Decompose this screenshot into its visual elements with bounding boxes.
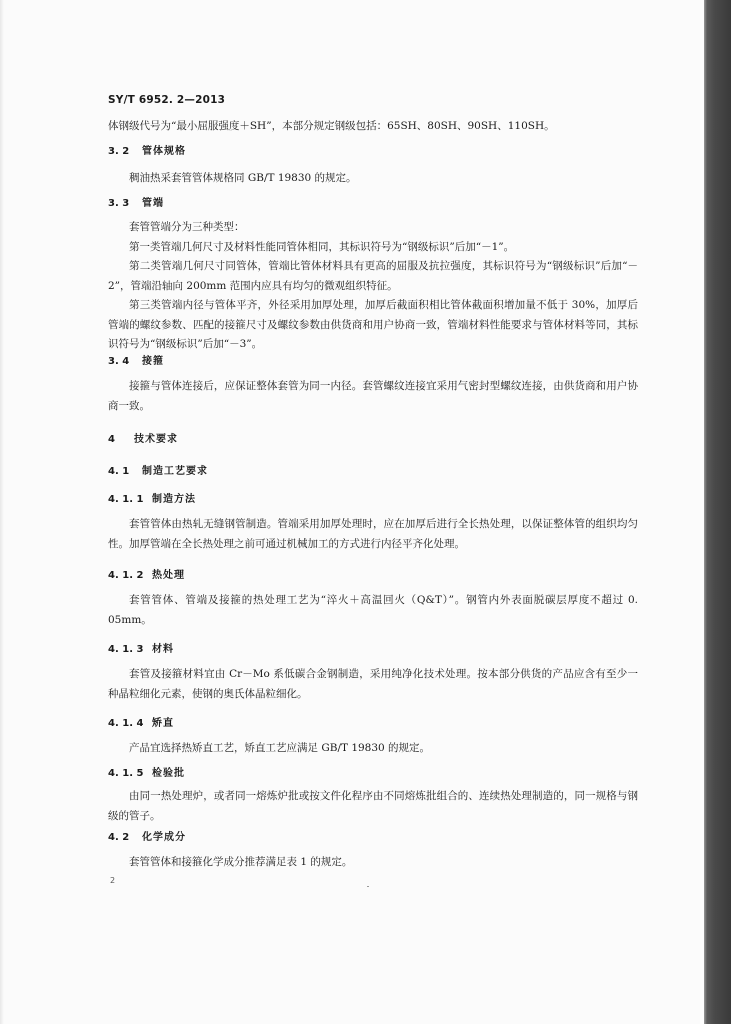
section-title: 管体规格	[142, 146, 186, 157]
section-number: 4. 1. 3	[108, 644, 144, 655]
paragraph: 第三类管端内径与管体平齐，外径采用加厚处理，加厚后截面积相比管体截面积增加量不低于 30%，加厚后管端的螺纹参数、匹配的接箍尺寸及螺纹参数由供货商和用户协商一致，管端材料性能要求与管体材料等同，其标识符号为“钢级标识”后加“－3”。	[108, 299, 638, 350]
section-heading-3-2	[108, 142, 638, 162]
intro-line: 体钢级代号为“最小屈服强度＋SH”，本部分规定钢级包括：65SH、80SH、90SH、110SH。	[108, 120, 555, 132]
section-heading-4-1-5	[108, 764, 638, 784]
section-title: 技术要求	[134, 434, 178, 445]
section-title: 材料	[152, 644, 174, 655]
paragraph: 第一类管端几何尺寸及材料性能同管体相同，其标识符号为“钢级标识”后加“－1”。	[129, 240, 515, 253]
paragraph: 套管管体、管端及接箍的热处理工艺为“淬火＋高温回火（Q&T）”。钢管内外表面脱碳层厚度不超过 0. 05mm。	[108, 594, 638, 626]
paragraph: 第二类管端几何尺寸同管体，管端比管体材料具有更高的屈服及抗拉强度，其标识符号为“钢级标识”后加“－2”，管端沿轴向 200mm 范围内应具有均匀的微观组织特征。	[108, 260, 638, 292]
section-heading-4-2	[108, 828, 638, 848]
section-heading-3-4	[108, 352, 638, 372]
section-heading-4-1-4	[108, 714, 638, 734]
page-left-edge	[0, 0, 4, 1024]
section-heading-3-3	[108, 194, 638, 214]
paragraph: 接箍与管体连接后，应保证整体套管为同一内径。套管螺纹连接宜采用气密封型螺纹连接，由供货商和用户协商一致。	[108, 380, 638, 412]
section-heading-4-1-3	[108, 640, 638, 660]
paragraph: 套管管体由热轧无缝钢管制造。管端采用加厚处理时，应在加厚后进行全长热处理，以保证整体管的组织均匀性。加厚管端在全长热处理之前可通过机械加工的方式进行内径平齐化处理。	[108, 518, 638, 550]
section-title: 矫直	[152, 718, 174, 729]
section-3-3-text	[108, 218, 638, 355]
footer-mark	[367, 886, 369, 887]
section-title: 化学成分	[142, 832, 186, 843]
section-title: 制造方法	[152, 494, 196, 505]
section-4-1-5-text	[108, 786, 638, 826]
section-number: 4. 2	[108, 832, 130, 843]
section-4-1-3-text	[108, 664, 638, 704]
section-title: 接箍	[142, 356, 164, 367]
binding-edge	[704, 0, 731, 1024]
section-heading-4-1	[108, 462, 638, 482]
section-number: 4	[108, 434, 115, 445]
section-number: 4. 1. 1	[108, 494, 144, 505]
section-title: 管端	[142, 198, 164, 209]
paragraph: 套管管端分为三种类型：	[129, 221, 245, 233]
paragraph: 套管及接箍材料宜由 Cr－Mo 系低碳合金钢制造，采用纯净化技术处理。按本部分供货的产品应含有至少一种晶粒细化元素，使钢的奥氏体晶粒细化。	[108, 668, 638, 700]
paragraph: 套管管体和接箍化学成分推荐满足表 1 的规定。	[129, 856, 353, 868]
section-4-2-text	[108, 852, 638, 872]
section-number: 4. 1	[108, 466, 130, 477]
section-number: 4. 1. 4	[108, 718, 144, 729]
section-number: 3. 2	[108, 146, 130, 157]
section-3-2-text	[108, 168, 638, 188]
paragraph: 稠油热采套管管体规格同 GB/T 19830 的规定。	[129, 172, 357, 184]
section-number: 3. 4	[108, 356, 130, 367]
document-code: SY/T 6952. 2—2013	[108, 94, 226, 106]
section-heading-4-1-1	[108, 490, 638, 510]
section-heading-4	[108, 430, 638, 450]
section-4-1-4-text	[108, 738, 638, 758]
paragraph: 产品宜选择热矫直工艺，矫直工艺应满足 GB/T 19830 的规定。	[129, 742, 431, 754]
section-title: 制造工艺要求	[142, 466, 208, 477]
section-4-1-1-text	[108, 514, 638, 554]
section-title: 热处理	[152, 570, 185, 581]
section-title: 检验批	[152, 768, 185, 779]
section-4-1-2-text	[108, 590, 638, 630]
paragraph: 由同一热处理炉，或者同一熔炼炉批或按文件化程序由不同熔炼批组合的、连续热处理制造的，同一规格与钢级的管子。	[108, 790, 638, 822]
section-number: 4. 1. 2	[108, 570, 144, 581]
page-number: 2	[110, 876, 116, 885]
section-heading-4-1-2	[108, 566, 638, 586]
section-number: 4. 1. 5	[108, 768, 144, 779]
section-number: 3. 3	[108, 198, 130, 209]
section-3-4-text	[108, 376, 638, 416]
